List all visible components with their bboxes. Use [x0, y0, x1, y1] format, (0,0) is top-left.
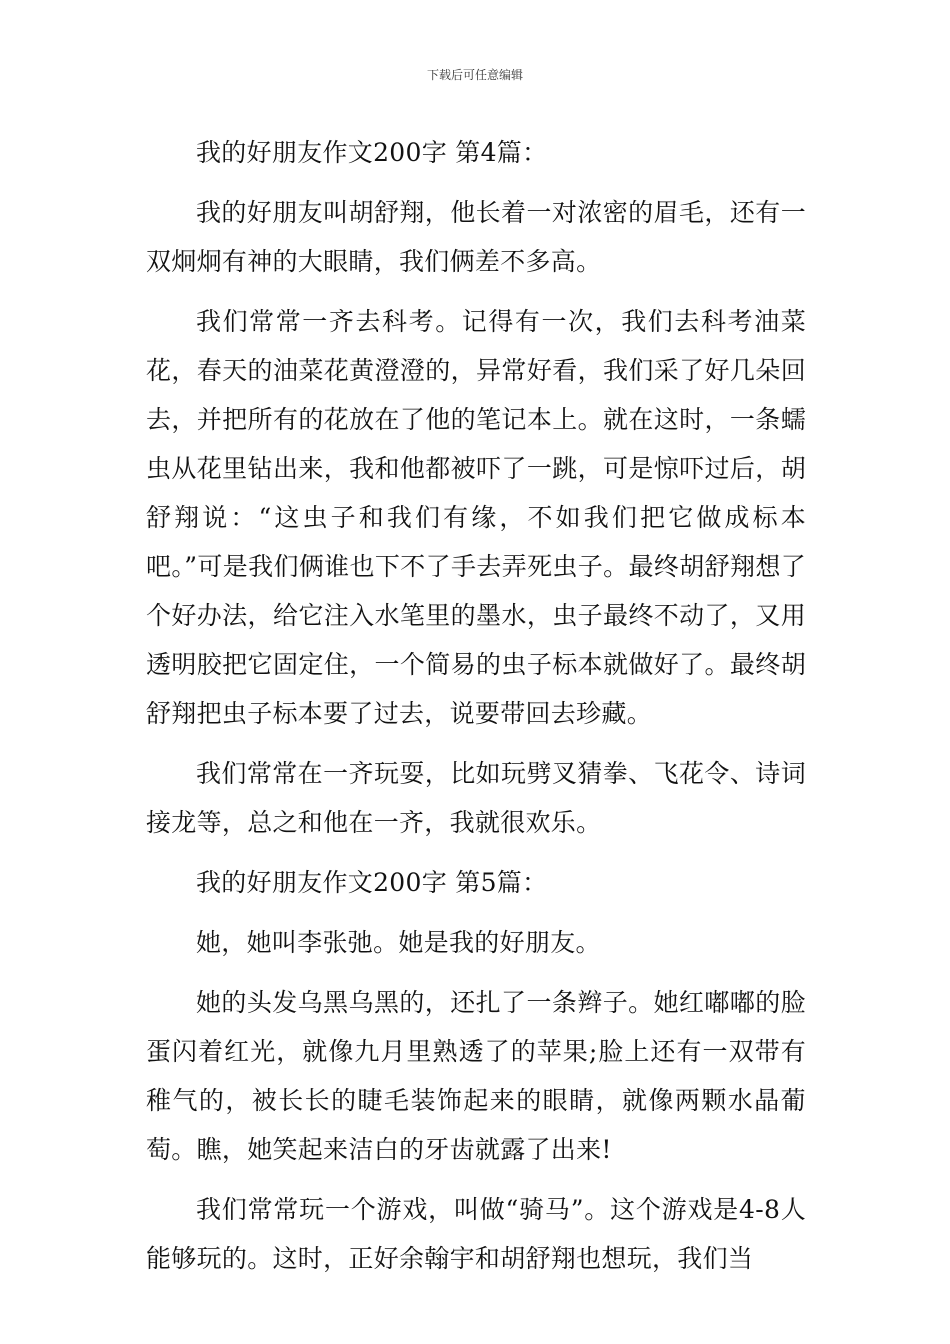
- paragraph: 她，她叫李张弛。她是我的好朋友。: [196, 928, 601, 957]
- section-title: 我的好朋友作文200字 第5篇：: [196, 868, 548, 897]
- page-header: 下载后可任意编辑: [426, 68, 523, 82]
- paragraph: 我的好朋友叫胡舒翔，他长着一对浓密的眉毛，还有一双炯炯有神的大眼睛，我们俩差不多高。: [146, 198, 806, 276]
- paragraph: 她的头发乌黑乌黑的，还扎了一条辫子。她红嘟嘟的脸蛋闪着红光，就像九月里熟透了的苹果;脸上还有一双带有稚气的，被长长的睫毛装饰起来的眼睛，就像两颗水晶葡萄。瞧，她笑起来洁白的牙齿就露了出来!: [146, 988, 806, 1164]
- paragraph: 我们常常一齐去科考。记得有一次，我们去科考油菜花，春天的油菜花黄澄澄的，异常好看，我们采了好几朵回去，并把所有的花放在了他的笔记本上。就在这时，一条蠕虫从花里钻出来，我和他都被吓了一跳，可是惊吓过后，胡舒翔说：“这虫子和我们有缘，不如我们把它做成标本吧。”可是我们俩谁也下不了手去弄死虫子。最终胡舒翔想了个好办法，给它注入水笔里的墨水，虫子最终不动了，又用透明胶把它固定住，一个简易的虫子标本就做好了。最终胡舒翔把虫子标本要了过去，说要带回去珍藏。: [146, 307, 806, 728]
- paragraph: 我们常常玩一个游戏，叫做“骑马”。这个游戏是4-8人能够玩的。这时，正好余翰宇和胡舒翔也想玩，我们当: [146, 1195, 806, 1273]
- paragraph: 我们常常在一齐玩耍，比如玩劈叉猜拳、飞花令、诗词接龙等，总之和他在一齐，我就很欢乐。: [146, 759, 806, 837]
- section-title: 我的好朋友作文200字 第4篇：: [196, 138, 548, 167]
- document-body: [146, 128, 806, 1294]
